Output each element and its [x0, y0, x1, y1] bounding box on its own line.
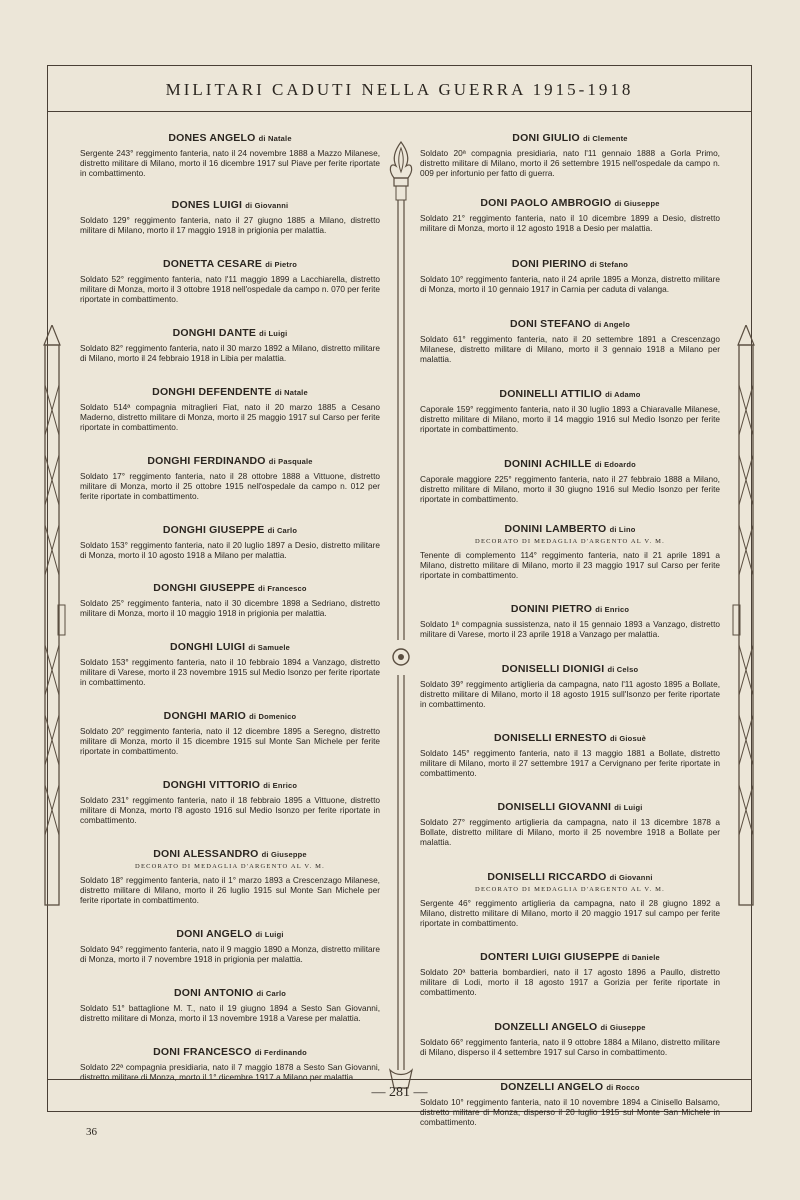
casualty-record: Soldato 514ª compagnia mitraglieri Fiat, nato il 20 marzo 1885 a Cesano Maderno, distretto militare di Monza, morto il 25 maggio 1917 sul Carso per ferite riportate in combattimento. [80, 402, 380, 432]
casualty-surname-given: DONISELLI RICCARDO [487, 871, 607, 883]
casualty-entry [80, 327, 380, 363]
casualty-record: Soldato 39° reggimento artiglieria da campagna, nato l'11 agosto 1895 a Bollate, distretto militare di Milano, morto il 18 agosto 1915 sull'Isonzo per ferite riportate in combattimento. [420, 679, 720, 709]
casualty-entry [80, 455, 380, 501]
casualty-surname-given: DONGHI FERDINANDO [147, 455, 266, 467]
casualty-record: Soldato 145° reggimento fanteria, nato il 13 maggio 1881 a Bollate, distretto militare di Milano, morto il 27 settembre 1917 a Cervignano per ferite riportate in combattimento. [420, 748, 720, 778]
casualty-parentage: di Natale [274, 388, 308, 397]
casualty-entry [420, 732, 720, 778]
casualty-name [80, 327, 380, 339]
casualty-parentage: di Ferdinando [254, 1048, 307, 1057]
casualty-surname-given: DONI GIULIO [512, 132, 580, 144]
casualty-name [80, 386, 380, 398]
casualty-record: Soldato 27° reggimento artiglieria da campagna, nato il 13 dicembre 1878 a Bollate, distretto militare di Milano, morto il 25 novembre 1918 a Bollate per malattia. [420, 817, 720, 847]
casualty-parentage: di Carlo [256, 989, 287, 998]
casualty-record: Soldato 82° reggimento fanteria, nato il 30 marzo 1892 a Milano, distretto militare di Milano, morto il 24 febbraio 1918 in Libia per malattia. [80, 343, 380, 363]
casualty-parentage: di Enrico [595, 605, 630, 614]
casualty-record: Caporale maggiore 225° reggimento fanteria, nato il 27 febbraio 1888 a Milano, distretto militare di Milano, morto il 30 giugno 1916 sul Medio Isonzo per ferite riportate in combattimento. [420, 474, 720, 504]
casualty-surname-given: DONI FRANCESCO [153, 1046, 252, 1058]
casualty-name [420, 732, 720, 744]
casualty-record: Soldato 129° reggimento fanteria, nato il 27 giugno 1885 a Milano, distretto militare di Milano, morto il 17 maggio 1918 in prigionia per malattia. [80, 215, 380, 235]
casualty-name [80, 1046, 380, 1058]
casualty-name [80, 455, 380, 467]
casualty-entry [420, 318, 720, 364]
casualty-surname-given: DONINI PIETRO [510, 603, 593, 615]
casualty-entry [80, 582, 380, 618]
casualty-name [420, 197, 720, 209]
casualty-entry [80, 1046, 380, 1082]
casualty-parentage: di Giovanni [609, 873, 653, 882]
casualty-entry [420, 458, 720, 504]
casualty-name [80, 524, 380, 536]
casualty-entry [80, 386, 380, 432]
casualty-surname-given: DONI PAOLO AMBROGIO [480, 197, 612, 209]
casualty-surname-given: DONINI LAMBERTO [504, 523, 607, 535]
casualty-entry [80, 641, 380, 687]
casualty-record: Sergente 46° reggimento artiglieria da campagna, nato il 28 giugno 1892 a Milano, distretto militare di Milano, morto il 20 maggio 1917 sul campo per ferite riportate in combattimento. [420, 898, 720, 928]
casualty-parentage: di Luigi [614, 803, 643, 812]
casualty-name [80, 710, 380, 722]
casualty-parentage: di Rocco [606, 1083, 640, 1092]
casualty-parentage: di Lino [609, 525, 636, 534]
page-title: MILITARI CADUTI NELLA GUERRA 1915-1918 [165, 80, 634, 99]
casualty-name [80, 928, 380, 940]
casualty-surname-given: DONZELLI ANGELO [500, 1081, 604, 1093]
casualty-entry [80, 710, 380, 756]
casualty-entry [420, 197, 720, 233]
casualty-surname-given: DONTERI LUIGI GIUSEPPE [480, 951, 620, 963]
casualty-entry [420, 523, 720, 580]
casualty-parentage: di Pasquale [268, 457, 313, 466]
casualty-parentage: di Giuseppe [600, 1023, 646, 1032]
casualty-parentage: di Adamo [605, 390, 641, 399]
casualty-name [80, 779, 380, 791]
casualty-entry [420, 258, 720, 294]
casualty-name [420, 663, 720, 675]
casualty-surname-given: DONGHI GIUSEPPE [162, 524, 265, 536]
casualty-surname-given: DONGHI VITTORIO [162, 779, 261, 791]
casualty-parentage: di Pietro [265, 260, 297, 269]
casualty-parentage: di Giosuè [610, 734, 646, 743]
casualty-entry [80, 524, 380, 560]
casualty-surname-given: DONISELLI ERNESTO [494, 732, 607, 744]
casualty-decoration: DECORATO DI MEDAGLIA D'ARGENTO AL V. M. [475, 886, 665, 893]
casualty-entry [80, 258, 380, 304]
casualty-record: Soldato 25° reggimento fanteria, nato il 30 dicembre 1898 a Sedriano, distretto militare di Monza, morto il 10 maggio 1918 in prigionia per malattia. [80, 598, 380, 618]
page-frame [47, 65, 752, 1127]
casualty-parentage: di Natale [258, 134, 292, 143]
casualty-name [420, 523, 720, 535]
page-number: — 281 — [371, 1085, 428, 1100]
casualty-record: Soldato 21° reggimento fanteria, nato il 10 dicembre 1899 a Desio, distretto militare di Monza, morto il 12 agosto 1918 a Desio per malattia. [420, 213, 720, 233]
casualty-record: Soldato 153° reggimento fanteria, nato il 10 febbraio 1894 a Vanzago, distretto militare di Varese, morto il 23 novembre 1915 sul Medio Isonzo per ferite riportate in combattimento. [80, 657, 380, 687]
casualty-name [80, 132, 380, 144]
sheet-number: 36 [86, 1126, 97, 1138]
casualty-decoration: DECORATO DI MEDAGLIA D'ARGENTO AL V. M. [475, 538, 665, 545]
casualty-name [80, 987, 380, 999]
casualty-surname-given: DONINI ACHILLE [504, 458, 592, 470]
casualty-record: Soldato 61° reggimento fanteria, nato il 20 settembre 1891 a Crescenzago Milanese, distretto militare di Milano, morto il 3 gennaio 1918 a Milano per malattia. [420, 334, 720, 364]
right-column [420, 132, 720, 1127]
casualty-parentage: di Giuseppe [261, 850, 307, 859]
casualty-parentage: di Giovanni [245, 201, 289, 210]
casualty-name [420, 603, 720, 615]
casualty-entry [80, 848, 380, 905]
footer-rule [48, 1079, 751, 1080]
casualty-record: Soldato 51° battaglione M. T., nato il 19 giugno 1894 a Sesto San Giovanni, distretto militare di Monza, morto il 13 novembre 1918 a Varese per malattia. [80, 1003, 380, 1023]
casualty-name [420, 458, 720, 470]
casualty-entry [420, 603, 720, 639]
casualty-name [80, 258, 380, 270]
casualty-record: Soldato 94° reggimento fanteria, nato il 9 maggio 1890 a Monza, distretto militare di Monza, morto il 7 novembre 1918 in prigionia per malattia. [80, 944, 380, 964]
casualty-parentage: di Domenico [249, 712, 297, 721]
casualty-name [420, 132, 720, 144]
casualty-record: Soldato 52° reggimento fanteria, nato l'11 maggio 1899 a Lacchiarella, distretto militare di Monza, morto il 3 ottobre 1918 nell'ospedale da campo n. 070 per ferite riportate in combattimento. [80, 274, 380, 304]
casualty-record: Soldato 66° reggimento fanteria, nato il 9 ottobre 1884 a Milano, distretto militare di Milano, disperso il 4 settembre 1917 sul Carso in combattimento. [420, 1037, 720, 1057]
casualty-parentage: di Francesco [258, 584, 307, 593]
casualty-parentage: di Enrico [263, 781, 298, 790]
casualty-surname-given: DONETTA CESARE [163, 258, 263, 270]
casualty-parentage: di Luigi [255, 930, 284, 939]
casualty-name [80, 641, 380, 653]
casualty-name [420, 318, 720, 330]
casualty-entry [80, 987, 380, 1023]
left-column [80, 132, 380, 1082]
casualty-surname-given: DONI STEFANO [510, 318, 592, 330]
casualty-record: Soldato 10° reggimento fanteria, nato il 10 novembre 1894 a Cinisello Balsamo, distretto militare di Monza, disperso il 20 luglio 1915 sul Monte San Michele in combattimento. [420, 1097, 720, 1127]
casualty-parentage: di Giuseppe [614, 199, 660, 208]
casualty-parentage: di Celso [607, 665, 639, 674]
casualty-name [420, 388, 720, 400]
casualty-parentage: di Clemente [582, 134, 628, 143]
casualty-name [420, 1021, 720, 1033]
casualty-entry [420, 1021, 720, 1057]
casualty-entry [420, 388, 720, 434]
casualty-surname-given: DONISELLI DIONIGI [501, 663, 605, 675]
left-fasces-ornament [38, 325, 66, 915]
casualty-entry [80, 199, 380, 235]
casualty-record: Soldato 20ª compagnia presidiaria, nato l'11 gennaio 1888 a Gorla Primo, distretto militare di Milano, morto il 26 settembre 1915 nell'ospedale da campo n. 009 per infortunio per fatto di guerra. [420, 148, 720, 178]
casualty-record: Soldato 17° reggimento fanteria, nato il 28 ottobre 1888 a Vittuone, distretto militare di Monza, morto il 25 ottobre 1915 nell'ospedale da campo n. 012 per ferite riportate in combattimento. [80, 471, 380, 501]
casualty-entry [420, 871, 720, 928]
central-torch-ornament [386, 140, 416, 1100]
casualty-surname-given: DONGHI DANTE [172, 327, 257, 339]
casualty-record: Soldato 18° reggimento fanteria, nato il 1° marzo 1893 a Crescenzago Milanese, distretto militare di Milano, morto il 26 luglio 1915 sul Monte San Michele per ferite riportate in combattimento. [80, 875, 380, 905]
casualty-entry [80, 132, 380, 178]
casualty-record: Soldato 1ª compagnia sussistenza, nato il 15 gennaio 1893 a Vanzago, distretto militare di Varese, morto il 23 aprile 1918 a Vanzago per malattia. [420, 619, 720, 639]
casualty-surname-given: DONI PIERINO [511, 258, 587, 270]
casualty-record: Tenente di complemento 114° reggimento fanteria, nato il 21 aprile 1891 a Milano, distretto militare di Milano, morto il 23 maggio 1917 sul Carso per ferite riportate in combattimento. [420, 550, 720, 580]
casualty-parentage: di Samuele [248, 643, 291, 652]
casualty-entry [80, 928, 380, 964]
casualty-parentage: di Stefano [589, 260, 629, 269]
casualty-entry [420, 663, 720, 709]
casualty-record: Soldato 10° reggimento fanteria, nato il 24 aprile 1895 a Monza, distretto militare di Monza, morto il 10 gennaio 1917 in Carnia per caduta di valanga. [420, 274, 720, 294]
casualty-parentage: di Edoardo [594, 460, 636, 469]
casualty-surname-given: DONI ANTONIO [173, 987, 254, 999]
casualty-record: Soldato 22ª compagnia presidiaria, nato il 7 maggio 1878 a Sesto San Giovanni, distretto militare di Monza, morto il 1° dicembre 1917 a Milano per malattia. [80, 1062, 380, 1082]
casualty-entry [420, 801, 720, 847]
casualty-name [420, 951, 720, 963]
casualty-record: Sergente 243° reggimento fanteria, nato il 24 novembre 1888 a Mazzo Milanese, distretto militare di Milano, morto il 16 dicembre 1917 sul Piave per ferite riportate in combattimento. [80, 148, 380, 178]
casualty-surname-given: DONGHI MARIO [163, 710, 246, 722]
casualty-surname-given: DONES LUIGI [171, 199, 243, 211]
casualty-surname-given: DONGHI DEFENDENTE [152, 386, 272, 398]
casualty-name [80, 582, 380, 594]
casualty-name [80, 848, 380, 860]
casualty-surname-given: DONGHI GIUSEPPE [153, 582, 255, 594]
casualty-surname-given: DONZELLI ANGELO [494, 1021, 598, 1033]
casualty-record: Soldato 153° reggimento fanteria, nato il 20 luglio 1897 a Desio, distretto militare di Monza, morto il 10 agosto 1918 a Milano per malattia. [80, 540, 380, 560]
casualty-entry [80, 779, 380, 825]
casualty-record: Soldato 20ª batteria bombardieri, nato il 17 agosto 1896 a Paullo, distretto militare di Lodi, morto il 18 agosto 1917 a Gorizia per ferite riportate in combattimento. [420, 967, 720, 997]
casualty-name [80, 199, 380, 211]
right-fasces-ornament [732, 325, 760, 915]
casualty-surname-given: DONI ANGELO [176, 928, 253, 940]
casualty-name [420, 801, 720, 813]
casualty-parentage: di Luigi [259, 329, 288, 338]
casualty-entry [420, 132, 720, 178]
casualty-parentage: di Angelo [594, 320, 630, 329]
casualty-surname-given: DONISELLI GIOVANNI [497, 801, 612, 813]
casualty-record: Caporale 159° reggimento fanteria, nato il 30 luglio 1893 a Chiaravalle Milanese, distretto militare di Milano, morto il 14 maggio 1916 sul Medio Isonzo per ferite riportate in combattimento. [420, 404, 720, 434]
header-rule [48, 111, 751, 112]
casualty-name [420, 258, 720, 270]
casualty-surname-given: DONES ANGELO [168, 132, 256, 144]
casualty-decoration: DECORATO DI MEDAGLIA D'ARGENTO AL V. M. [135, 863, 325, 870]
casualty-surname-given: DONGHI LUIGI [169, 641, 246, 653]
casualty-surname-given: DONI ALESSANDRO [153, 848, 259, 860]
casualty-record: Soldato 231° reggimento fanteria, nato il 18 febbraio 1895 a Vittuone, distretto militare di Monza, morto l'8 agosto 1916 sul Medio Isonzo per ferite riportate in combattimento. [80, 795, 380, 825]
casualty-surname-given: DONINELLI ATTILIO [499, 388, 602, 400]
casualty-entry [420, 951, 720, 997]
casualty-record: Soldato 20° reggimento fanteria, nato il 12 dicembre 1895 a Seregno, distretto militare di Monza, morto il 15 dicembre 1915 sul Monte San Michele per ferite riportate in combattimento. [80, 726, 380, 756]
casualty-parentage: di Carlo [267, 526, 298, 535]
casualty-name [420, 871, 720, 883]
casualty-parentage: di Daniele [622, 953, 660, 962]
